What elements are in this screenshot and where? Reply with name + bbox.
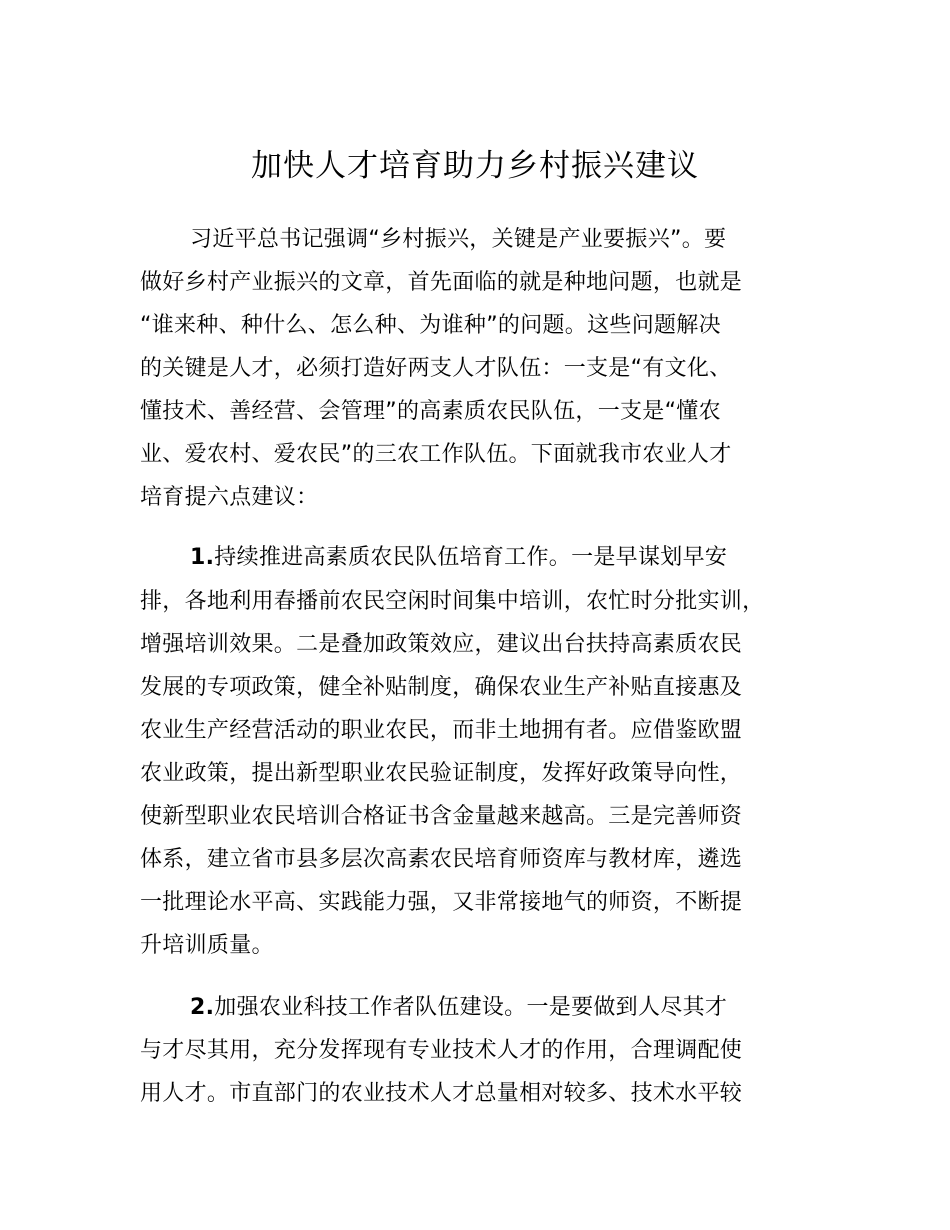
section1-line-10: 升培训质量。 [140, 933, 274, 958]
section2-heading-text: 加强农业科技工作者队伍建设。一是要做到人尽其才 [214, 995, 728, 1020]
document-title: 加快人才培育助力乡村振兴建议 [251, 148, 699, 184]
intro-line-4: 的关键是人才，必须打造好两支人才队伍：一支是“有文化、 [140, 356, 732, 381]
section2-line-3: 用人才。市直部门的农业技术人才总量相对较多、技术水平较 [140, 1081, 743, 1106]
section1-line-8: 体系，建立省市县多层次高素农民培育师资库与教材库，遴选 [140, 847, 743, 872]
section1-line-2: 排，各地利用春播前农民空闲时间集中培训，农忙时分批实训， [140, 589, 765, 614]
section1-line-9: 一批理论水平高、实践能力强，又非常接地气的师资，不断提 [140, 890, 743, 915]
intro-line-1: 习近平总书记强调“乡村振兴，关键是产业要振兴”。要 [190, 227, 727, 252]
section1-line-7: 使新型职业农民培训合格证书含金量越来越高。三是完善师资 [140, 804, 743, 829]
intro-line-5: 懂技术、善经营、会管理”的高素质农民队伍，一支是“懂农 [140, 399, 721, 424]
intro-line-6: 业、爱农村、爱农民”的三农工作队伍。下面就我市农业人才 [140, 442, 732, 467]
section1-heading-text: 持续推进高素质农民队伍培育工作。一是早谋划早安 [214, 545, 728, 570]
section1-first-line [190, 543, 727, 573]
intro-line-7: 培育提六点建议： [140, 485, 319, 510]
section1-number: 1. [190, 545, 215, 570]
section2-line-2: 与才尽其用，充分发挥现有专业技术人才的作用，合理调配使 [140, 1038, 743, 1063]
section2-first-line [190, 993, 727, 1023]
section1-line-5: 农业生产经营活动的职业农民，而非土地拥有者。应借鉴欧盟 [140, 718, 743, 743]
intro-line-3: “谁来种、种什么、怎么种、为谁种”的问题。这些问题解决 [140, 313, 721, 338]
section1-line-3: 增强培训效果。二是叠加政策效应，建议出台扶持高素质农民 [140, 632, 743, 657]
section1-line-6: 农业政策，提出新型职业农民验证制度，发挥好政策导向性， [140, 761, 743, 786]
intro-line-2: 做好乡村产业振兴的文章，首先面临的就是种地问题，也就是 [140, 270, 743, 295]
section2-number: 2. [190, 995, 215, 1020]
section1-line-4: 发展的专项政策，健全补贴制度，确保农业生产补贴直接惠及 [140, 675, 743, 700]
